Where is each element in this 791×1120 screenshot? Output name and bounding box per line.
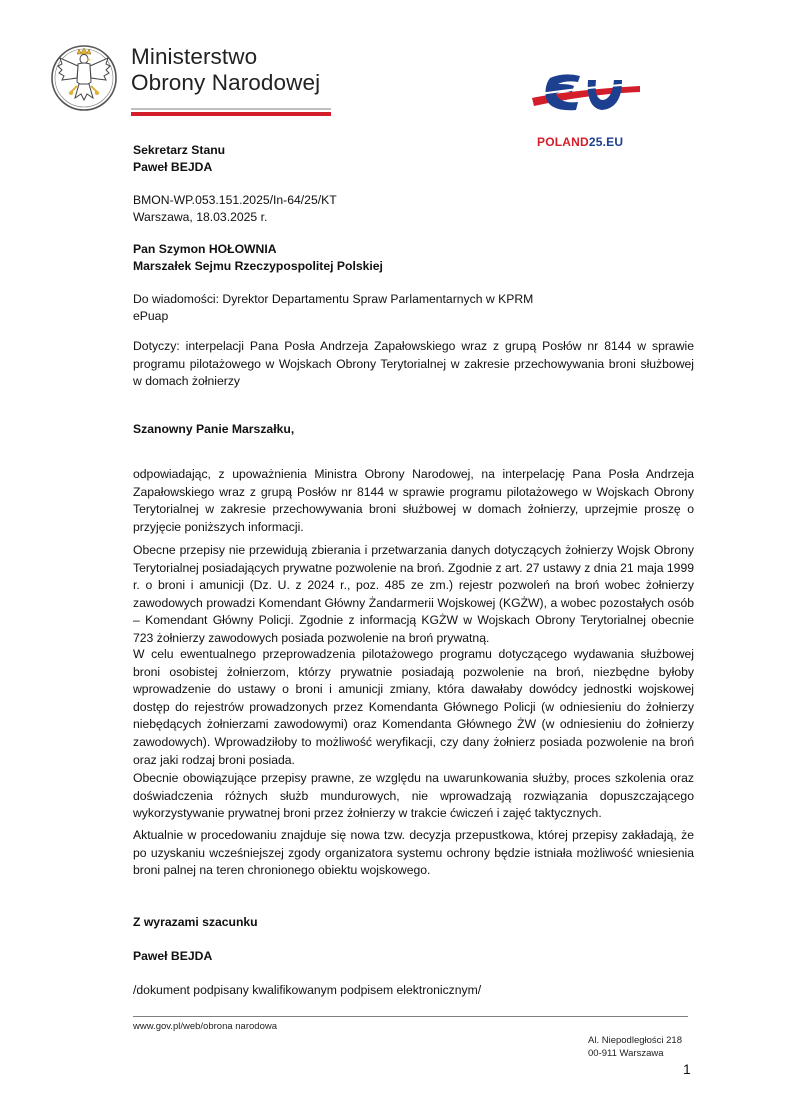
cc-epuap: ePuap bbox=[133, 309, 169, 323]
body-paragraph-3: W celu ewentualnego przeprowadzenia pilotażowego programu dotyczącego wydawania służbowej broni osobistej żołnierzom, którzy prywatnie posiadają pozwolenie na broń, niezbędne byłoby wprowadzenie do ustawy o broni i amunicji zmiany, która dawałaby dowódcy jednostki wojskowej dostęp do rejestrów prowadzonych przez Komendanta Głównego Policji (w odniesieniu do żołnierzy niebędących żołnierzami zawodowymi) oraz Komendanta Głównego ŻW (w odniesieniu do żołnierzy zawodowych). Wprowadziłoby to możliwość weryfikacji, czy dany żołnierz posiada pozwolenie na broń oraz jaki rodzaj broni posiada. bbox=[133, 647, 694, 767]
presidency-logo-country: POLAND bbox=[537, 135, 589, 149]
sender-name: Paweł BEJDA bbox=[133, 160, 213, 174]
signature-note: /dokument podpisany kwalifikowanym podpisem elektronicznym/ bbox=[133, 983, 482, 997]
reference-number: BMON-WP.053.151.2025/In-64/25/KT bbox=[133, 193, 337, 207]
org-name-line1: Ministerstwo bbox=[131, 44, 258, 69]
header-divider-red bbox=[131, 112, 331, 116]
body-paragraph-2: Obecne przepisy nie przewidują zbierania i przetwarzania danych dotyczących żołnierzy Wojsk Obrony Terytorialnej posiadających prywatne pozwolenie na broń. Zgodnie z art. 27 ustawy z dnia 21 maja 1999 r. o broni i amunicji (Dz. U. z 2024 r., poz. 485 ze zm.) rejestr pozwoleń na broń wobec żołnierzy zawodowych prowadzi Komendant Główny Żandarmerii Wojskowej (KGŻW), a wobec pozostałych osób – Komendant Główny Policji. Zgodnie z informacją KGŻW w Wojskach Obrony Terytorialnej obecnie 723 żołnierzy zawodowych posiada pozwolenie na broń prywatną. bbox=[133, 543, 694, 645]
org-name bbox=[131, 44, 320, 96]
salutation: Szanowny Panie Marszałku, bbox=[133, 422, 295, 436]
recipient-name: Pan Szymon HOŁOWNIA bbox=[133, 242, 277, 256]
footer-address-line1: Al. Niepodległości 218 bbox=[588, 1035, 683, 1046]
cc-line: Do wiadomości: Dyrektor Departamentu Spraw Parlamentarnych w KPRM bbox=[133, 292, 534, 306]
place-date: Warszawa, 18.03.2025 r. bbox=[133, 210, 268, 224]
body-paragraph-4: Obecnie obowiązujące przepisy prawne, ze względu na uwarunkowania służby, proces szkolenia oraz doświadczenia różnych służb mundurowych, nie wprowadzają rozwiązania dopuszczającego wykorzystywanie prywatnej broni przez żołnierzy w trakcie ćwiczeń i zajęć taktycznych. bbox=[133, 771, 694, 821]
closing-regards: Z wyrazami szacunku bbox=[133, 915, 258, 929]
recipient-position: Marszałek Sejmu Rzeczypospolitej Polskiej bbox=[133, 259, 383, 273]
footer-address-line2: 00-911 Warszawa bbox=[588, 1048, 664, 1059]
closing-signatory: Paweł BEJDA bbox=[133, 949, 213, 963]
subject: Dotyczy: interpelacji Pana Posła Andrzeja Zapałowskiego wraz z grupą Posłów nr 8144 w sprawie programu pilotażowego w Wojskach Obrony Terytorialnej w zakresie przechowywania broni służbowej w domach żołnierzy bbox=[133, 339, 694, 389]
polish-eagle-emblem-icon bbox=[50, 42, 118, 114]
body-paragraph-1: odpowiadając, z upoważnienia Ministra Obrony Narodowej, na interpelację Pana Posła Andrzeja Zapałowskiego wraz z grupą Posłów nr 8144 w sprawie programu pilotażowego w Wojskach Obrony Terytorialnej w zakresie przechowywania broni służbowej w domach żołnierzy, uprzejmie proszę o przyjęcie poniższych informacji. bbox=[133, 467, 694, 534]
header-divider-grey bbox=[131, 108, 331, 110]
footer-divider bbox=[133, 1016, 688, 1017]
sender-title: Sekretarz Stanu bbox=[133, 143, 226, 157]
org-name-line2: Obrony Narodowej bbox=[131, 70, 321, 95]
page-number: 1 bbox=[683, 1061, 691, 1077]
footer-website: www.gov.pl/web/obrona narodowa bbox=[133, 1021, 277, 1032]
presidency-logo-text bbox=[537, 135, 623, 149]
body-paragraph-5: Aktualnie w procedowaniu znajduje się nowa tzw. decyzja przepustkowa, której przepisy zakładają, że po uzyskaniu wcześniejszej zgody organizatora systemu ochrony będzie istniała możliwość wniesienia broni palnej na teren chronionego obiektu wojskowego. bbox=[133, 828, 694, 878]
presidency-logo-icon bbox=[530, 68, 642, 126]
presidency-logo-suffix: 25.EU bbox=[588, 135, 624, 149]
